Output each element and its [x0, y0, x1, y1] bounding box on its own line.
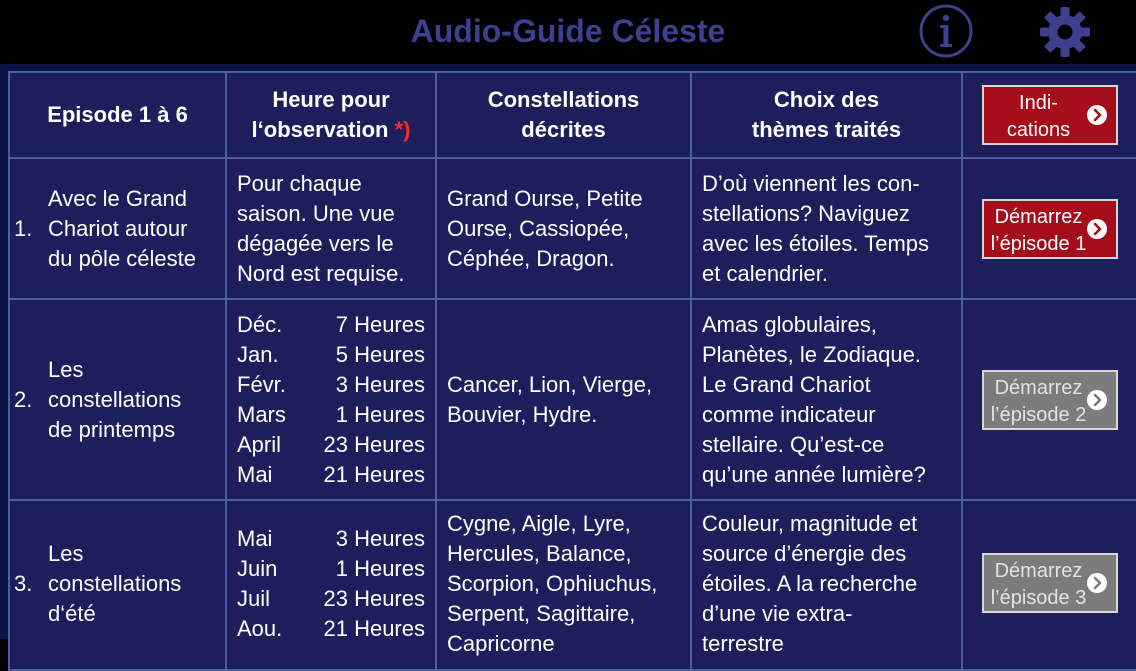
episode-number: 2.	[14, 386, 33, 412]
episode-table	[8, 71, 1136, 671]
themes-cell	[691, 158, 962, 299]
schedule-row	[237, 340, 425, 370]
schedule-row	[237, 370, 425, 400]
constellations-cell	[436, 500, 691, 670]
episode-title-line: constellations	[48, 570, 182, 596]
constellations-line: Ourse, Cassiopée,	[447, 215, 630, 241]
themes-line: terrestre	[702, 630, 784, 656]
themes-line: Le Grand Chariot	[702, 371, 871, 397]
chevron-right-circle-icon	[1086, 572, 1108, 594]
episode-title-line: Les	[48, 540, 84, 566]
header-themes-line2: thèmes traités	[751, 117, 902, 143]
chevron-right-circle-icon	[1086, 104, 1108, 126]
constellations-line: Scorpion, Ophiuchus,	[447, 570, 658, 596]
button-line: l’épisode 1	[990, 232, 1087, 255]
schedule-hour: 3 Heures	[335, 525, 425, 551]
episode-title-line: constellations	[48, 386, 182, 412]
time-text-line: dégagée vers le	[237, 230, 394, 256]
header-indications	[962, 72, 1136, 158]
episode-title-line: de printemps	[48, 416, 176, 442]
schedule-hour: 5 Heures	[335, 341, 425, 367]
constellations-line: Cygne, Aigle, Lyre,	[447, 510, 631, 536]
time-text-line: Pour chaque	[237, 170, 362, 196]
schedule-month: Févr.	[237, 371, 286, 397]
themes-line: avec les étoiles. Temps	[702, 230, 930, 256]
chevron-right-circle-icon	[1086, 218, 1108, 240]
schedule-row	[237, 524, 425, 554]
schedule-row	[237, 554, 425, 584]
observation-time-cell	[226, 299, 436, 499]
header-themes-line1: Choix des	[773, 87, 880, 113]
chevron-right-circle-icon	[1086, 389, 1108, 411]
header-time	[226, 72, 436, 158]
episode-title	[48, 539, 225, 629]
observation-time-cell	[226, 500, 436, 670]
header-constellations	[436, 72, 691, 158]
header-constellations-line1: Constellations	[487, 87, 640, 113]
schedule-hour: 1 Heures	[335, 555, 425, 581]
indications-button-line1: Indi-	[1019, 92, 1058, 115]
schedule-hour: 23 Heures	[323, 431, 425, 457]
schedule-month: Mai	[237, 461, 273, 487]
button-line: Démarrez	[994, 205, 1083, 228]
constellations-line: Hercules, Balance,	[447, 540, 632, 566]
button-line: Démarrez	[994, 559, 1083, 582]
gear-icon[interactable]	[1038, 5, 1092, 59]
button-line: l’épisode 2	[990, 403, 1087, 426]
constellations-line: Cancer, Lion, Vierge,	[447, 371, 653, 397]
table-row	[9, 158, 1136, 299]
themes-line: comme indicateur	[702, 401, 876, 427]
themes-line: d’une vie extra-	[702, 600, 853, 626]
episode-title-line: Les	[48, 356, 84, 382]
schedule-row	[237, 310, 425, 340]
schedule-month: April	[237, 431, 282, 457]
schedule-month: Aou.	[237, 615, 283, 641]
schedule-month: Jan.	[237, 341, 279, 367]
schedule-row	[237, 460, 425, 490]
schedule-row	[237, 614, 425, 644]
action-cell	[962, 299, 1136, 499]
header-row	[9, 72, 1136, 158]
header-time-line1: Heure pour	[272, 87, 390, 113]
schedule-hour: 23 Heures	[323, 585, 425, 611]
start-episode-3-button[interactable]	[982, 553, 1118, 613]
themes-cell	[691, 299, 962, 499]
action-cell	[962, 158, 1136, 299]
header-time-asterisk: *)	[394, 117, 411, 143]
indications-button-line2: cations	[1006, 119, 1071, 142]
episode-title-line: Chariot autour	[48, 215, 188, 241]
constellations-line: Céphée, Dragon.	[447, 245, 615, 271]
schedule-month: Déc.	[237, 311, 283, 337]
schedule-hour: 1 Heures	[335, 401, 425, 427]
episode-title-line: du pôle céleste	[48, 245, 196, 271]
themes-line: stellaire. Qu’est-ce	[702, 431, 885, 457]
themes-cell	[691, 500, 962, 670]
schedule-month: Mars	[237, 401, 286, 427]
indications-button[interactable]	[982, 85, 1118, 145]
header-themes	[691, 72, 962, 158]
themes-line: et calendrier.	[702, 260, 828, 286]
schedule-row	[237, 584, 425, 614]
schedule-hour: 3 Heures	[335, 371, 425, 397]
table-row	[9, 299, 1136, 499]
episode-title	[48, 184, 225, 274]
start-episode-1-button[interactable]	[982, 199, 1118, 259]
constellations-line: Bouvier, Hydre.	[447, 401, 598, 427]
header-time-line2	[227, 115, 435, 145]
schedule-hour: 7 Heures	[335, 311, 425, 337]
action-cell	[962, 500, 1136, 670]
themes-line: Amas globulaires,	[702, 311, 877, 337]
app-title: Audio-Guide Céleste	[410, 13, 726, 49]
constellations-line: Capricorne	[447, 630, 555, 656]
schedule-row	[237, 430, 425, 460]
button-line: Démarrez	[994, 376, 1083, 399]
header-constellations-line2: décrites	[521, 117, 606, 143]
schedule-month: Juil	[237, 585, 271, 611]
episode-title	[48, 355, 225, 445]
schedule-month: Juin	[237, 555, 278, 581]
episode-number: 3.	[14, 570, 33, 596]
episode-number: 1.	[14, 215, 33, 241]
episode-cell	[9, 500, 226, 670]
constellations-cell	[436, 158, 691, 299]
top-bar	[0, 0, 1136, 64]
episode-title-line: Avec le Grand	[48, 185, 188, 211]
themes-line: D’où viennent les con-	[702, 170, 920, 196]
episode-cell	[9, 299, 226, 499]
header-episode	[9, 72, 226, 158]
constellations-line: Serpent, Sagittaire,	[447, 600, 636, 626]
themes-line: Couleur, magnitude et	[702, 510, 918, 536]
header-episode-label: Episode 1 à 6	[47, 102, 188, 128]
constellations-cell	[436, 299, 691, 499]
themes-line: qu’une année lumière?	[702, 461, 926, 487]
constellations-line: Grand Ourse, Petite	[447, 185, 643, 211]
schedule-row	[237, 400, 425, 430]
schedule-hour: 21 Heures	[323, 615, 425, 641]
schedule-hour: 21 Heures	[323, 461, 425, 487]
start-episode-2-button[interactable]	[982, 370, 1118, 430]
themes-line: étoiles. A la recherche	[702, 570, 918, 596]
time-text-line: saison. Une vue	[237, 200, 395, 226]
schedule-month: Mai	[237, 525, 273, 551]
themes-line: Planètes, le Zodiaque.	[702, 341, 921, 367]
header-time-label: l‘observation	[251, 117, 389, 143]
themes-line: stellations? Naviguez	[702, 200, 910, 226]
themes-line: source d’énergie des	[702, 540, 907, 566]
episode-cell	[9, 158, 226, 299]
episode-title-line: d‘été	[48, 600, 96, 626]
table-row	[9, 500, 1136, 670]
time-text-line: Nord est requise.	[237, 260, 405, 286]
observation-time-cell	[226, 158, 436, 299]
info-icon[interactable]	[918, 3, 974, 59]
button-line: l’épisode 3	[990, 586, 1087, 609]
